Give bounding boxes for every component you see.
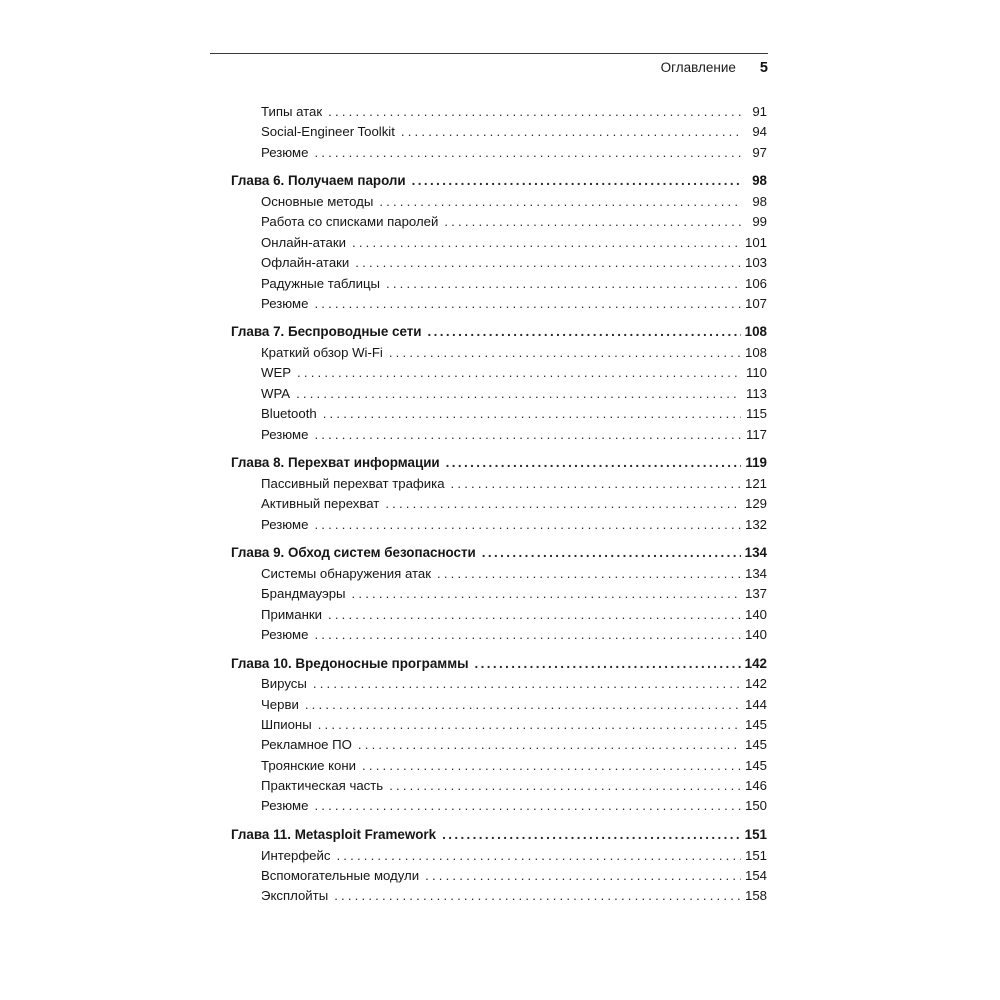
section-title: Резюме	[261, 426, 309, 442]
page-ref: 140	[744, 626, 767, 642]
dot-leader	[305, 695, 741, 715]
page-ref: 140	[744, 606, 767, 622]
toc-section-entry	[231, 233, 767, 253]
toc-chapter-entry	[231, 543, 767, 564]
toc-section-entry	[231, 425, 767, 445]
page-ref: 103	[744, 255, 767, 271]
section-title: Онлайн-атаки	[261, 234, 347, 250]
page-ref: 158	[744, 888, 767, 904]
dot-leader	[314, 425, 741, 445]
page-ref: 146	[744, 778, 767, 794]
page-ref: 113	[745, 385, 767, 401]
section-title: Резюме	[261, 798, 309, 814]
page-ref: 132	[744, 516, 767, 532]
running-title: Оглавление	[660, 60, 736, 75]
page-ref: 151	[744, 827, 767, 843]
dot-leader	[425, 866, 741, 886]
dot-leader	[313, 674, 741, 694]
dot-leader	[314, 796, 741, 816]
toc-section-entry	[231, 886, 767, 906]
dot-leader	[314, 625, 741, 645]
page-ref: 106	[744, 275, 767, 291]
toc-section-entry	[231, 695, 767, 715]
page-ref: 110	[745, 365, 767, 381]
section-title: Интерфейс	[261, 847, 331, 863]
toc-section-entry	[231, 846, 767, 866]
page-ref: 145	[744, 737, 767, 753]
chapter-title: Глава 11. Metasploit Framework	[231, 827, 437, 843]
page-ref: 121	[744, 475, 767, 491]
page-ref: 150	[744, 798, 767, 814]
section-title: Троянские кони	[261, 757, 357, 773]
toc-section-entry	[231, 735, 767, 755]
toc-section-entry	[231, 584, 767, 604]
dot-leader	[323, 404, 741, 424]
dot-leader	[328, 605, 741, 625]
page-ref: 115	[745, 406, 767, 422]
toc-section-entry	[231, 494, 767, 514]
header-rule	[210, 53, 768, 54]
page-ref: 151	[744, 847, 767, 863]
chapter-title: Глава 10. Вредоносные программы	[231, 655, 469, 671]
chapter-title: Глава 9. Обход систем безопасности	[231, 545, 476, 561]
chapter-title: Глава 8. Перехват информации	[231, 455, 440, 471]
section-title: Резюме	[261, 516, 309, 532]
toc-section-entry	[231, 866, 767, 886]
toc-section-entry	[231, 122, 767, 142]
page-ref: 142	[744, 676, 767, 692]
dot-leader	[318, 715, 741, 735]
dot-leader	[336, 846, 741, 866]
section-title: Основные методы	[261, 193, 374, 209]
dot-leader	[352, 233, 741, 253]
page-ref: 98	[752, 173, 767, 189]
dot-leader	[412, 171, 741, 191]
toc-section-entry	[231, 564, 767, 584]
dot-leader	[355, 253, 741, 273]
section-title: Черви	[261, 696, 299, 712]
toc-section-entry	[231, 474, 767, 494]
toc-section-entry	[231, 625, 767, 645]
page-ref: 97	[752, 144, 767, 160]
dot-leader	[296, 384, 741, 404]
dot-leader	[389, 776, 741, 796]
toc-chapter-entry	[231, 825, 767, 846]
dot-leader	[352, 584, 741, 604]
page-ref: 134	[744, 565, 767, 581]
section-title: Системы обнаружения атак	[261, 565, 432, 581]
section-title: Брандмауэры	[261, 586, 346, 602]
section-title: Bluetooth	[261, 406, 317, 422]
page-ref: 154	[744, 868, 767, 884]
section-title: Вспомогательные модули	[261, 868, 420, 884]
page-ref: 129	[744, 496, 767, 512]
section-title: Рекламное ПО	[261, 737, 352, 753]
toc-section-entry	[231, 776, 767, 796]
page-ref: 145	[744, 757, 767, 773]
section-title: Активный перехват	[261, 496, 380, 512]
page-ref: 144	[744, 696, 767, 712]
dot-leader	[482, 543, 741, 563]
toc-section-entry	[231, 605, 767, 625]
page-ref: 91	[752, 104, 767, 119]
toc-section-entry	[231, 384, 767, 404]
toc-section-entry	[231, 674, 767, 694]
section-title: Пассивный перехват трафика	[261, 475, 445, 491]
dot-leader	[362, 756, 741, 776]
dot-leader	[314, 294, 741, 314]
dot-leader	[334, 886, 741, 906]
toc-section-entry	[231, 404, 767, 424]
toc-section-entry	[231, 274, 767, 294]
dot-leader	[328, 102, 741, 122]
section-title: Эксплойты	[261, 888, 329, 904]
dot-leader	[442, 825, 741, 845]
toc-section-entry	[231, 212, 767, 232]
page-ref: 119	[745, 455, 767, 471]
section-title: Резюме	[261, 626, 309, 642]
running-header	[661, 60, 768, 80]
page-ref: 117	[745, 426, 767, 442]
dot-leader	[437, 564, 741, 584]
page-ref: 107	[744, 295, 767, 311]
dot-leader	[379, 192, 741, 212]
section-title: WEP	[261, 365, 292, 381]
toc-section-entry	[231, 143, 767, 163]
section-title: Шпионы	[261, 716, 312, 732]
toc-section-entry	[231, 102, 767, 122]
toc-section-entry	[231, 253, 767, 273]
page-ref: 142	[744, 655, 767, 671]
page-ref: 99	[752, 214, 767, 230]
toc-section-entry	[231, 294, 767, 314]
toc-chapter-entry	[231, 654, 767, 675]
toc-chapter-entry	[231, 322, 767, 343]
section-title: WPA	[261, 385, 291, 401]
dot-leader	[358, 735, 741, 755]
section-title: Работа со списками паролей	[261, 214, 439, 230]
section-title: Резюме	[261, 295, 309, 311]
section-title: Резюме	[261, 144, 309, 160]
section-title: Краткий обзор Wi-Fi	[261, 345, 383, 361]
page-number: 5	[759, 60, 768, 76]
toc-section-entry	[231, 343, 767, 363]
dot-leader	[386, 274, 741, 294]
section-title: Офлайн-атаки	[261, 255, 350, 271]
toc-chapter-entry	[231, 453, 767, 474]
section-title: Типы атак	[261, 104, 323, 119]
section-title: Social-Engineer Toolkit	[261, 124, 395, 140]
toc-section-entry	[231, 192, 767, 212]
toc-section-entry	[231, 515, 767, 535]
dot-leader	[297, 363, 741, 383]
section-title: Приманки	[261, 606, 322, 622]
toc-chapter-entry	[231, 171, 767, 192]
toc-section-entry	[231, 715, 767, 735]
dot-leader	[451, 474, 741, 494]
page-ref: 134	[744, 545, 767, 561]
page-ref: 94	[752, 124, 767, 140]
toc-section-entry	[231, 756, 767, 776]
chapter-title: Глава 7. Беспроводные сети	[231, 324, 422, 340]
page-ref: 108	[744, 324, 767, 340]
dot-leader	[314, 515, 741, 535]
dot-leader	[314, 143, 741, 163]
page-ref: 137	[744, 586, 767, 602]
page-ref: 98	[752, 193, 767, 209]
dot-leader	[401, 122, 741, 142]
section-title: Практическая часть	[261, 778, 384, 794]
toc-section-entry	[231, 363, 767, 383]
toc-section-entry	[231, 796, 767, 816]
dot-leader	[428, 322, 741, 342]
page-ref: 108	[744, 345, 767, 361]
dot-leader	[389, 343, 741, 363]
section-title: Радужные таблицы	[261, 275, 380, 291]
table-of-contents	[231, 102, 767, 907]
section-title: Вирусы	[261, 676, 307, 692]
dot-leader	[475, 654, 741, 674]
dot-leader	[385, 494, 741, 514]
dot-leader	[446, 453, 741, 473]
page-ref: 145	[744, 716, 767, 732]
chapter-title: Глава 6. Получаем пароли	[231, 173, 406, 189]
dot-leader	[444, 212, 741, 232]
page-ref: 101	[744, 234, 767, 250]
